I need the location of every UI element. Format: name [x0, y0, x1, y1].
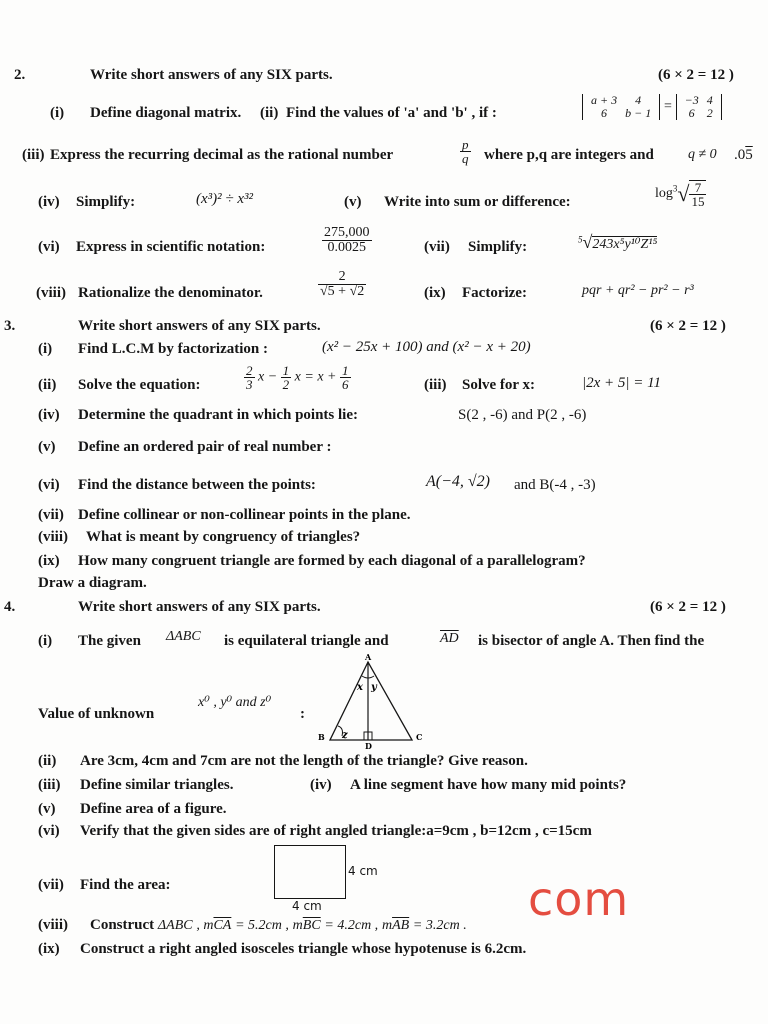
equation-part: x = x + [294, 369, 337, 385]
q2-v-text: Write into sum or difference: [384, 194, 571, 210]
q2-vii-label: (vii) [424, 239, 450, 255]
fraction-denominator: √5 + √2 [320, 284, 365, 299]
vertex-d: D [365, 741, 372, 750]
fraction-denominator: 15 [691, 194, 705, 209]
q2-iii-text: Express the recurring decimal as the rational number [50, 147, 394, 163]
q3-number: 3. [4, 318, 16, 334]
q4-iv-text: A line segment have how many mid points? [350, 777, 627, 793]
matrix-cell: 6 [688, 106, 695, 120]
q4-i-text3: is bisector of angle A. Then find the [478, 633, 705, 649]
q2-iii-condition: q ≠ 0 [688, 147, 717, 162]
segment-ca: $\overline{CA}$ [213, 918, 232, 933]
q2-iii-label: (iii) [22, 147, 45, 163]
q3-vi-text: Find the distance between the points: [78, 477, 316, 493]
fraction-numerator: 1 [342, 363, 349, 378]
fraction-denominator: 0.0025 [327, 240, 366, 255]
fraction-numerator: 1 [282, 363, 290, 378]
q3-iv-label: (iv) [38, 407, 60, 423]
rect-side-label: 4 cm [348, 864, 378, 878]
q2-v-expr: $\log^3√$ $\frac{7}{15}$ [655, 180, 705, 209]
q4-ii-text: Are 3cm, 4cm and 7cm are not the length of the triangle? Give reason. [80, 753, 528, 769]
q4-vi-text: Verify that the given sides are of right angled triangle:a=9cm , b=12cm , c=15cm [80, 823, 592, 839]
decimal-part: .0 [734, 147, 746, 163]
q3-vi-label: (vi) [38, 477, 60, 493]
q4-i-colon: : [300, 706, 305, 722]
q2-ii-label: (ii) [260, 105, 279, 121]
angle-x-label: x [357, 682, 363, 693]
q2-vi-text: Express in scientific notation: [76, 239, 266, 255]
matrix-cell: 2 [706, 106, 713, 120]
fraction-denominator: 6 [342, 377, 349, 392]
construct-label: Construct [90, 917, 155, 933]
q4-ii-label: (ii) [38, 753, 57, 769]
q3-ix-label: (ix) [38, 553, 60, 569]
q4-iii-label: (iii) [38, 777, 61, 793]
q4-i-label: (i) [38, 633, 53, 649]
q4-ix-label: (ix) [38, 941, 60, 957]
equation-part: x − [258, 369, 278, 385]
matrix-left [582, 94, 660, 120]
q2-heading: Write short answers of any SIX parts. [90, 67, 333, 83]
log-text: log [655, 186, 673, 201]
matrix-cell: −3 [684, 93, 699, 107]
q3-iv-points: S(2 , -6) and P(2 , -6) [458, 407, 587, 423]
rect-bottom-label: 4 cm [292, 899, 322, 913]
q3-v-label: (v) [38, 439, 56, 455]
vertex-b: B [318, 732, 325, 742]
fraction-numerator: 7 [689, 181, 706, 195]
q3-iii-text: Solve for x: [462, 377, 536, 393]
matrix-cell: 4 [635, 93, 642, 107]
q2-iii-text2: where p,q are integers and [484, 147, 654, 163]
q4-i-triangle: ΔABC [166, 629, 201, 644]
q2-vii-text: Simplify: [468, 239, 528, 255]
q4-vii-label: (vii) [38, 877, 64, 893]
q4-iii-text: Define similar triangles. [80, 777, 234, 793]
q2-viii-text: Rationalize the denominator. [78, 285, 263, 301]
fraction-numerator: 2 [318, 270, 366, 285]
triangle-figure [316, 652, 432, 750]
q4-vi-label: (vi) [38, 823, 60, 839]
q3-vii-text: Define collinear or non-collinear points in the plane. [78, 507, 411, 523]
q4-i-vars: x⁰ , y⁰ and z⁰ [198, 695, 272, 710]
q3-ii-text: Solve the equation: [78, 377, 201, 393]
q2-iii-fraction [460, 138, 471, 165]
root-index: 5 [578, 234, 583, 245]
q3-viii-label: (viii) [38, 529, 68, 545]
q2-iii-value [734, 148, 753, 163]
q4-v-label: (v) [38, 801, 56, 817]
q2-i-text: Define diagonal matrix. [90, 105, 242, 121]
q2-viii-label: (viii) [36, 285, 66, 301]
q2-ix-label: (ix) [424, 285, 446, 301]
q3-i-text: Find L.C.M by factorization : [78, 341, 268, 357]
q4-i-text2: is equilateral triangle and [224, 633, 389, 649]
q2-ix-expr: pqr + qr² − pr² − r³ [582, 283, 694, 298]
q3-ix-text: How many congruent triangle are formed by each diagonal of a parallelogram? [78, 553, 586, 569]
q4-number: 4. [4, 599, 16, 615]
q3-v-text: Define an ordered pair of real number : [78, 439, 332, 455]
q2-v-label: (v) [344, 194, 362, 210]
angle-z-label: z [342, 730, 348, 741]
q4-vii-text: Find the area: [80, 877, 171, 893]
measure-value: = 5.2cm , [235, 918, 289, 933]
measure-prefix: , m [196, 918, 214, 933]
measure-value: = 4.2cm , [324, 918, 379, 933]
q4-heading: Write short answers of any SIX parts. [78, 599, 321, 615]
fraction-denominator: 3 [246, 377, 253, 392]
segment-bc: $\overline{BC}$ [302, 918, 321, 933]
recurring-digit: 5 [745, 147, 753, 163]
angle-y-label: y [371, 682, 377, 693]
matrix-cell: 4 [706, 93, 713, 107]
triangle-abc [330, 662, 412, 740]
q2-vii-expr: $^5$√243x⁵y¹⁰Z¹⁵ [578, 232, 658, 252]
q2-ii-text: Find the values of 'a' and 'b' , if : [286, 105, 497, 121]
q3-i-label: (i) [38, 341, 53, 357]
q3-heading: Write short answers of any SIX parts. [78, 318, 321, 334]
q3-ii-label: (ii) [38, 377, 57, 393]
q2-iv-expr: (x³)² ÷ x³² [196, 191, 254, 207]
fraction-denominator: 2 [282, 377, 290, 392]
q2-number: 2. [14, 67, 26, 83]
matrix-right [676, 94, 722, 120]
q4-viii-text [90, 918, 467, 933]
triangle-symbol: ΔABC [157, 918, 193, 933]
q4-marks: (6 × 2 = 12 ) [650, 599, 726, 615]
q2-viii-fraction [318, 270, 366, 299]
q3-vii-label: (vii) [38, 507, 64, 523]
q2-vi-fraction [322, 226, 372, 255]
site-watermark: com [528, 872, 630, 926]
measure-prefix: m [292, 918, 303, 933]
q4-v-text: Define area of a figure. [80, 801, 227, 817]
q2-i-label: (i) [50, 105, 65, 121]
q3-iii-label: (iii) [424, 377, 447, 393]
q3-i-expr: (x² − 25x + 100) and (x² − x + 20) [322, 339, 531, 355]
segment-ab: $\overline{AB}$ [392, 918, 410, 933]
q4-i-text4: Value of unknown [38, 706, 155, 722]
fraction-numerator: p [462, 137, 469, 152]
q3-ix-text2: Draw a diagram. [38, 575, 147, 591]
q4-ix-text: Construct a right angled isosceles triangle whose hypotenuse is 6.2cm. [80, 941, 527, 957]
q3-iii-expr: |2x + 5| = 11 [582, 375, 662, 391]
q4-viii-label: (viii) [38, 917, 68, 933]
q3-viii-text: What is meant by congruency of triangles? [86, 529, 361, 545]
fraction-numerator: 275,000 [324, 225, 370, 240]
q2-ix-text: Factorize: [462, 285, 527, 301]
fraction-denominator: q [462, 151, 469, 166]
q4-i-text1: The given [78, 633, 141, 649]
measure-prefix: m [381, 918, 393, 933]
q2-marks: (6 × 2 = 12 ) [658, 67, 734, 83]
q3-iv-text: Determine the quadrant in which points lie: [78, 407, 359, 423]
matrix-cell: a + 3 [591, 93, 618, 107]
q2-vi-label: (vi) [38, 239, 60, 255]
area-rectangle [274, 845, 346, 899]
vertex-c: C [416, 732, 423, 742]
matrix-cell: 6 [601, 106, 608, 120]
fraction-numerator: 2 [246, 363, 253, 378]
radicand: 243x⁵y¹⁰Z¹⁵ [592, 237, 658, 252]
q2-iv-label: (iv) [38, 194, 60, 210]
vertex-a: A [365, 652, 372, 662]
q3-marks: (6 × 2 = 12 ) [650, 318, 726, 334]
q4-iv-label: (iv) [310, 777, 332, 793]
q4-i-segment: $\overline{AD}$ [440, 631, 459, 646]
q3-ii-equation [244, 364, 351, 391]
measure-value: = 3.2cm . [412, 918, 467, 933]
q3-vi-point-a: A(−4, √2) [426, 473, 491, 490]
matrix-cell: b − 1 [625, 106, 652, 120]
q3-vi-point-b: and B(-4 , -3) [514, 477, 596, 493]
q2-iv-text: Simplify: [76, 194, 136, 210]
matrix-equation: a + 3 4 6 b − 1 = −3 4 6 2 [582, 94, 722, 120]
root-index: 3 [672, 183, 678, 194]
